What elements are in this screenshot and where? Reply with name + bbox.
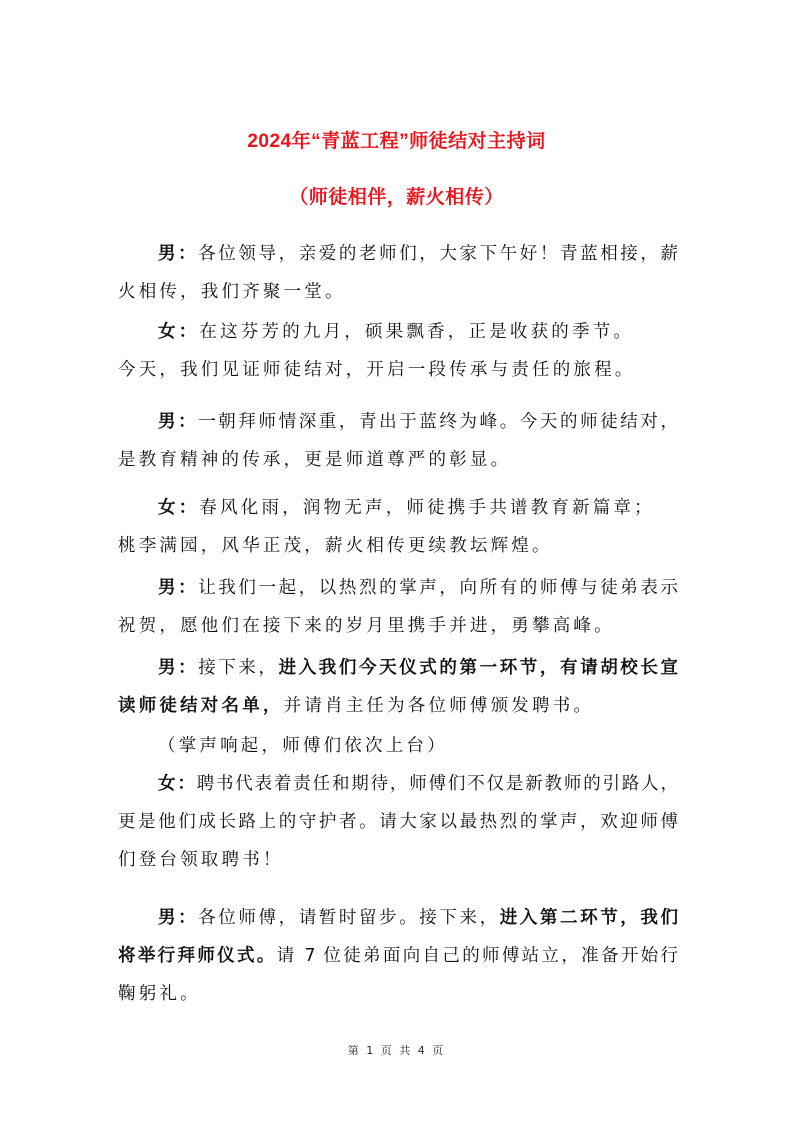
paragraph-line bbox=[118, 982, 678, 1006]
document-subtitle: （师徒相伴，薪火相传） bbox=[289, 187, 504, 208]
text-run: 接下来， bbox=[198, 658, 279, 678]
text-run: 一朝拜师情深重，青出于蓝终为峰。今天的师徒结对， bbox=[198, 412, 679, 432]
paragraph-line bbox=[118, 614, 678, 638]
paragraph-line bbox=[118, 810, 678, 834]
text-run: 聘书代表着责任和期待，师傅们不仅是新教师的引路人， bbox=[196, 774, 679, 794]
paragraph-line bbox=[118, 358, 678, 382]
paragraph-line bbox=[118, 694, 678, 718]
text-run: 请 7 位徒弟面向自己的师傅站立，准备开始行 bbox=[276, 946, 678, 966]
paragraph-line bbox=[118, 944, 678, 968]
paragraph-line bbox=[118, 534, 678, 558]
document-title: 2024年“青蓝工程”师徒结对主持词 bbox=[247, 131, 546, 152]
paragraph-line bbox=[158, 656, 678, 680]
bold-text-run: 进入我们今天仪式的第一环节，有请胡校长宣 bbox=[278, 658, 679, 678]
bold-text-run: 读师徒结对名单， bbox=[118, 696, 284, 716]
paragraph-line bbox=[118, 848, 678, 872]
text-run: 各位师傅，请暂时留步。接下来， bbox=[198, 908, 500, 928]
text-run: 并请肖主任为各位师傅颁发聘书。 bbox=[283, 696, 595, 716]
paragraph-line bbox=[158, 734, 678, 758]
bold-text-run: 男： bbox=[158, 658, 199, 678]
bold-text-run: 男： bbox=[158, 412, 199, 432]
paragraph-line bbox=[158, 410, 678, 434]
text-run: 祝贺，愿他们在接下来的岁月里携手并进，勇攀高峰。 bbox=[118, 616, 615, 636]
text-run: 桃李满园，风华正茂，薪火相传更续教坛辉煌。 bbox=[118, 536, 553, 556]
bold-text-run: 男： bbox=[158, 578, 199, 598]
bold-text-run: 女： bbox=[158, 322, 200, 342]
paragraph-line bbox=[158, 906, 678, 930]
text-run: 春风化雨，润物无声，师徒携手共谱教育新篇章； bbox=[199, 498, 655, 518]
text-run: 火相传，我们齐聚一堂。 bbox=[118, 282, 346, 302]
page-footer: 第 1 页 共 4 页 bbox=[347, 1044, 446, 1057]
text-run: 在这芬芳的九月，硕果飘香，正是收获的季节。 bbox=[199, 322, 635, 342]
paragraph-line bbox=[158, 320, 678, 344]
bold-text-run: 男： bbox=[158, 244, 199, 264]
text-run: 是教育精神的传承，更是师道尊严的彰显。 bbox=[118, 450, 512, 470]
paragraph-line bbox=[158, 576, 678, 600]
text-run: 鞠躬礼。 bbox=[118, 984, 201, 1004]
paragraph-line bbox=[158, 242, 678, 266]
text-run: 更是他们成长路上的守护者。请大家以最热烈的掌声，欢迎师傅 bbox=[118, 812, 678, 832]
bold-text-run: 进入第二环节，我们 bbox=[499, 908, 679, 928]
bold-text-run: 将举行拜师仪式。 bbox=[118, 946, 277, 966]
paragraph-line bbox=[158, 772, 678, 796]
text-run: （掌声响起，师傅们依次上台） bbox=[158, 736, 448, 756]
text-run: 各位领导，亲爱的老师们，大家下午好！青蓝相接，薪 bbox=[198, 244, 679, 264]
text-run: 们登台领取聘书！ bbox=[118, 850, 284, 870]
bold-text-run: 女： bbox=[158, 498, 200, 518]
text-run: 今天，我们见证师徒结对，开启一段传承与责任的旅程。 bbox=[118, 360, 636, 380]
paragraph-line bbox=[158, 496, 678, 520]
bold-text-run: 男： bbox=[158, 908, 199, 928]
text-run: 让我们一起，以热烈的掌声，向所有的师傅与徒弟表示 bbox=[198, 578, 679, 598]
paragraph-line bbox=[118, 280, 678, 304]
bold-text-run: 女： bbox=[158, 774, 197, 794]
paragraph-line bbox=[118, 448, 678, 472]
